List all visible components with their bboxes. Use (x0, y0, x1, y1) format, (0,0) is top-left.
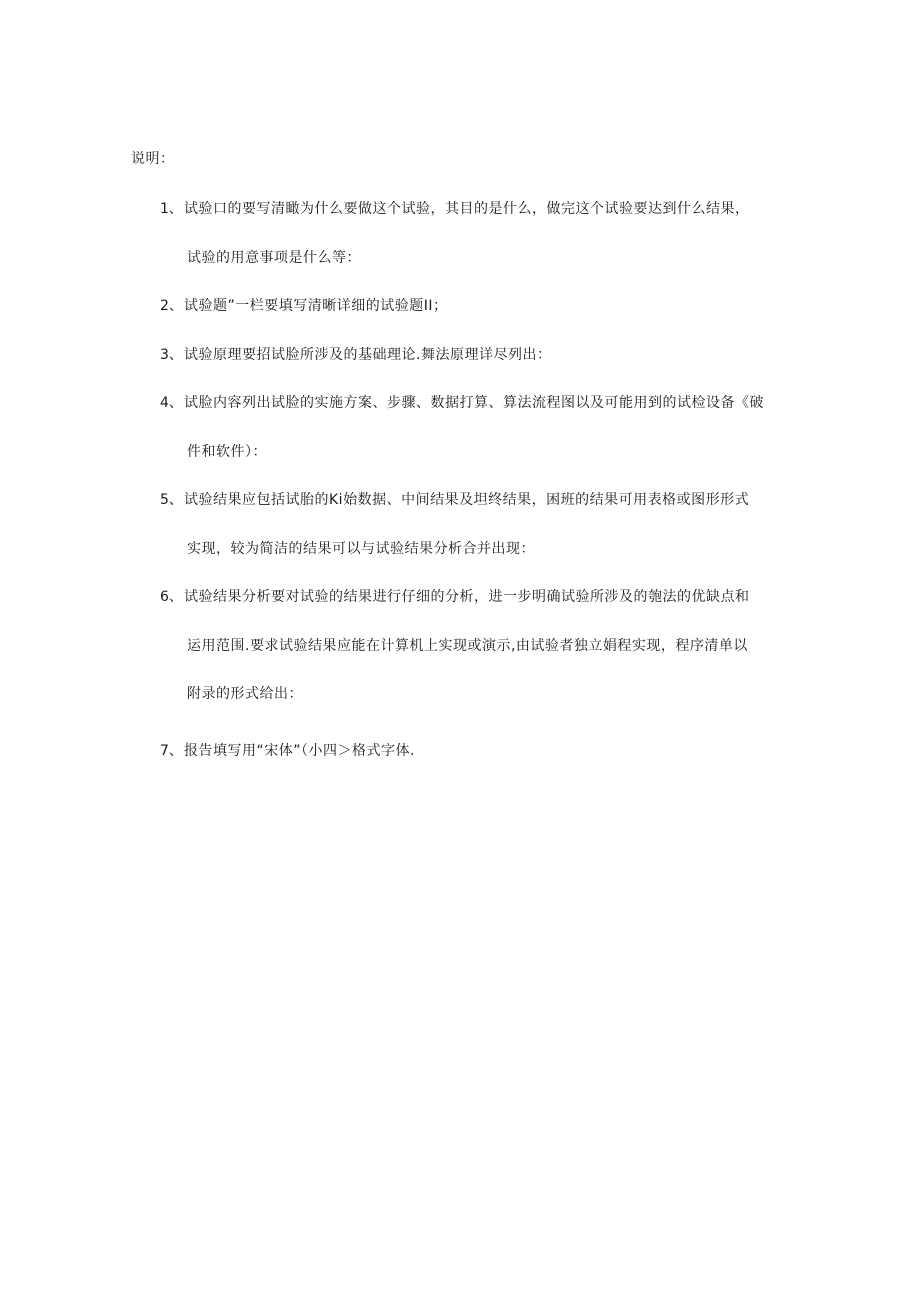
item-text: 试验原理要招试脸所涉及的基础理论.舞法原理详尽列出： (184, 347, 552, 363)
item-text: 件和软件）： (187, 444, 267, 460)
item-text: 运用范围.要求试验结果应能在计算机上实现或演示,由试验者独立娟程实现，程序清单以 (187, 638, 748, 654)
item-text: 试验结果分析要对试验的结果进行仔细的分析，进一步明确试验所涉及的匏法的优缺点和 (184, 589, 750, 605)
item-text: 附录的形式给出： (187, 686, 303, 702)
item-number: 7、 (160, 743, 183, 759)
item-text: 实现，较为简洁的结果可以与试验结果分析合并出现： (187, 541, 535, 557)
item-number: 1、 (160, 201, 183, 217)
item-number: 6、 (160, 589, 183, 605)
item-text: 试验口的要写清瞰为什么要做这个试验，其目的是什么，做完这个试验要达到什么结果， (184, 201, 750, 217)
page-heading: 说明： (131, 151, 175, 167)
item-text: 试验题”一栏要填写清晰详细的试验题II； (184, 298, 448, 314)
item-number: 4、 (160, 395, 183, 411)
item-number: 2、 (160, 298, 183, 314)
item-number: 3、 (160, 347, 183, 363)
item-text: 试验的用意事项是什么等： (187, 250, 361, 266)
item-text: 试验结果应包括试胎的Ki始数据、中间结果及坦终结果，困班的结果可用表格或图形形式 (184, 492, 750, 508)
item-number: 5、 (160, 492, 183, 508)
item-text: 试脸内容列出试脸的实施方案、步骤、数据打算、算法流程图以及可能用到的试检设备《破 (184, 395, 764, 411)
item-text: 报告填写用“宋体”（小四＞格式字体. (184, 743, 415, 759)
